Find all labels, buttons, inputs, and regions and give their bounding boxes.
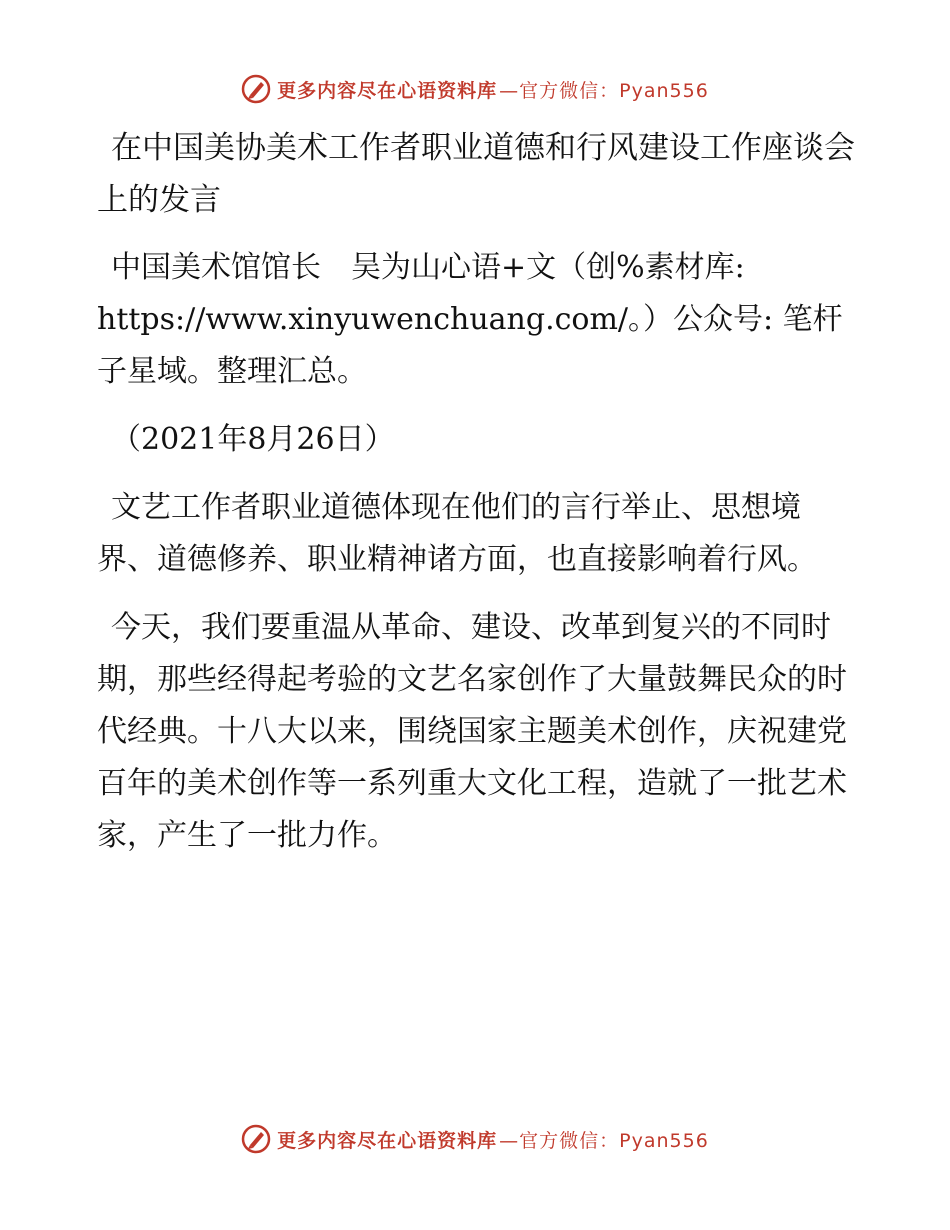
pen-nib-logo-icon: [241, 74, 271, 104]
document-body: [97, 122, 857, 878]
author-line: 中国美术馆馆长 吴为山心语+文（创%素材库: https://www.xinyuwenchuang.com/。）公众号: 笔杆子星域。整理汇总。: [97, 250, 843, 389]
paragraph-1: 文艺工作者职业道德体现在他们的言行举止、思想境界、道德修养、职业精神诸方面，也直接影响着行风。: [97, 490, 817, 577]
footer-watermark: [0, 1124, 950, 1154]
watermark-main-text: 更多内容尽在心语资料库: [277, 1129, 498, 1152]
watermark-suffix-text: —官方微信：Pyan556: [499, 1129, 709, 1152]
watermark-main-text: 更多内容尽在心语资料库: [277, 79, 498, 102]
watermark-suffix-text: —官方微信：Pyan556: [499, 79, 709, 102]
pen-nib-logo-icon: [241, 1124, 271, 1154]
header-watermark: [0, 74, 950, 104]
document-title: 在中国美协美术工作者职业道德和行风建设工作座谈会上的发言: [97, 130, 855, 218]
paragraph-2: 今天，我们要重温从革命、建设、改革到复兴的不同时期，那些经得起考验的文艺名家创作了大量鼓舞民众的时代经典。十八大以来，围绕国家主题美术创作，庆祝建党百年的美术创作等一系列重大文化工程，造就了一批艺术家，产生了一批力作。: [97, 610, 847, 853]
date-line: （2021年8月26日）: [111, 422, 395, 457]
